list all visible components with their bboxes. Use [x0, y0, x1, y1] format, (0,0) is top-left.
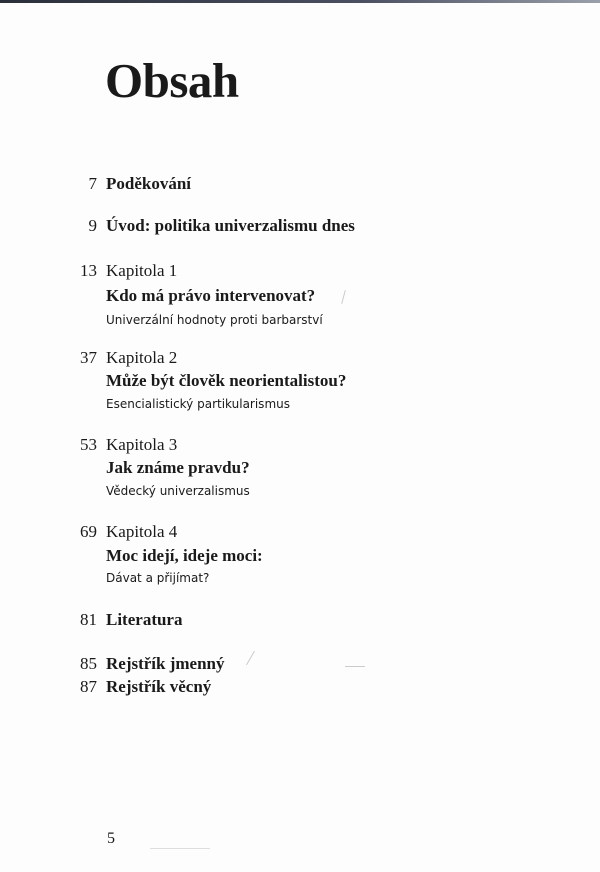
entry-chapter: Kapitola 1 — [106, 261, 178, 280]
entry-title: Rejstřík věcný — [106, 677, 212, 696]
entry-chapter: Kapitola 3 — [106, 435, 178, 454]
entry-subtitle: Dávat a přijímat? — [106, 571, 210, 585]
entry-page: 37 — [80, 348, 97, 367]
entry-title: Moc idejí, ideje moci: — [106, 546, 263, 565]
entry-page: 87 — [80, 677, 97, 696]
entry-title: Literatura — [106, 610, 183, 629]
entry-page: 69 — [80, 522, 97, 541]
entry-page: 53 — [80, 435, 97, 454]
scan-speck — [341, 290, 346, 304]
scan-edge — [0, 0, 600, 3]
entry-page: 7 — [88, 174, 97, 193]
page-title: Obsah — [105, 53, 239, 108]
scan-speck — [246, 651, 255, 665]
entry-title: Jak známe pravdu? — [106, 458, 250, 477]
entry-chapter: Kapitola 4 — [106, 522, 178, 541]
page-number: 5 — [107, 830, 115, 847]
scan-speck — [150, 848, 210, 849]
entry-page: 9 — [88, 216, 97, 235]
entry-title: Poděkování — [106, 174, 192, 193]
entry-subtitle: Esencialistický partikularismus — [106, 397, 290, 411]
entry-page: 85 — [80, 654, 97, 673]
entry-subtitle: Univerzální hodnoty proti barbarství — [106, 313, 323, 327]
entry-title: Úvod: politika univerzalismu dnes — [106, 216, 355, 235]
entry-title: Může být člověk neorientalistou? — [106, 371, 347, 390]
entry-page: 13 — [80, 261, 97, 280]
entry-title: Rejstřík jmenný — [106, 654, 225, 673]
entry-page: 81 — [80, 610, 97, 629]
scan-speck — [345, 666, 365, 667]
entry-chapter: Kapitola 2 — [106, 348, 178, 367]
entry-subtitle: Vědecký univerzalismus — [106, 484, 250, 498]
entry-title: Kdo má právo intervenovat? — [106, 286, 316, 305]
